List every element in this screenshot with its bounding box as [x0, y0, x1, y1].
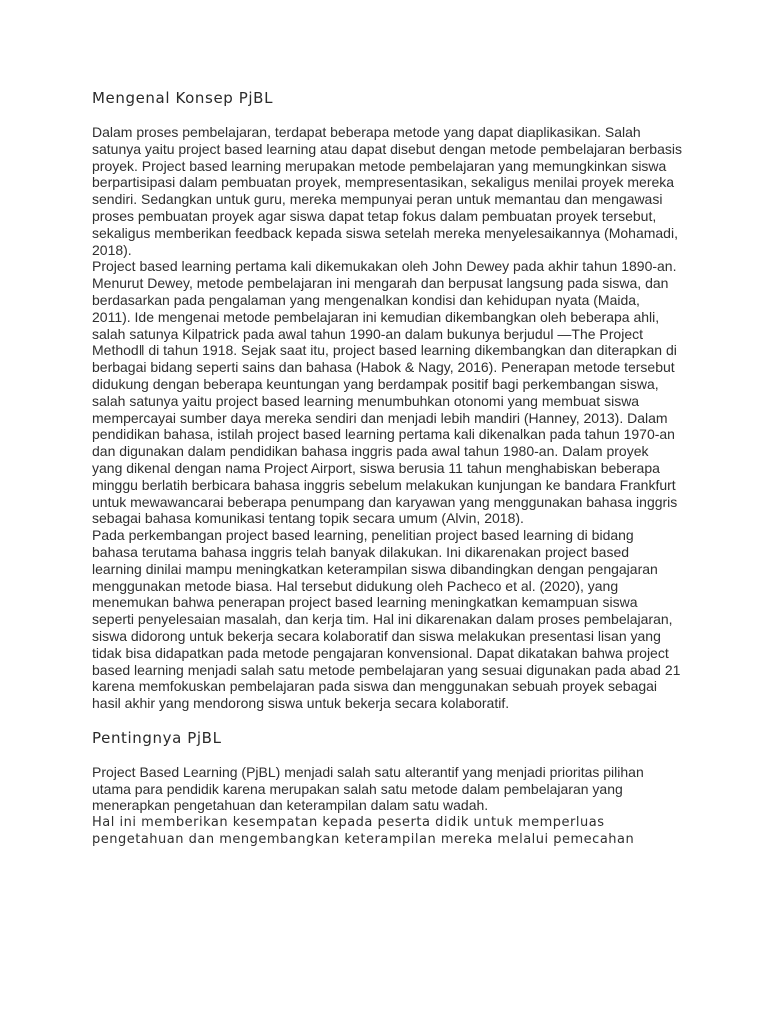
section-heading: Pentingnya PjBL [92, 728, 222, 747]
paragraph: Dalam proses pembelajaran, terdapat beberapa metode yang dapat diaplikasikan. Salah satunya yaitu project based learning atau dapat disebut dengan metode pembelajaran berbasis proyek. Project based learning merupakan metode pembelajaran yang memungkinkan siswa berpartisipasi dalam pembuatan proyek, mempresentasikan, sekaligus menilai proyek mereka sendiri. Sedangkan untuk guru, mereka mempunyai peran untuk memantau dan mengawasi proses pembuatan proyek agar siswa dapat tetap fokus dalam pembuatan proyek tersebut, sekaligus memberikan feedback kepada siswa setelah mereka menyelesaikannya (Mohamadi, 2018). [92, 124, 682, 258]
section-heading: Mengenal Konsep PjBL [92, 89, 274, 107]
paragraph: Project based learning pertama kali dikemukakan oleh John Dewey pada akhir tahun 1890-an. Menurut Dewey, metode pembelajaran ini mengarah dan berpusat langsung pada siswa, dan berdasarkan pada pengalaman yang mengenalkan kondisi dan kehidupan nyata (Maida, 2011). Ide mengenai metode pembelajaran ini kemudian dikembangkan oleh beberapa ahli, salah satunya Kilpatrick pada awal tahun 1990-an dalam bukunya berjudul ―The Project Method‖ di tahun 1918. Sejak saat itu, project based learning dikembangkan dan diterapkan di berbagai bidang seperti sains dan bahasa (Habok & Nagy, 2016). Penerapan metode tersebut didukung dengan beberapa keuntungan yang berdampak positif bagi perkembangan siswa, salah satunya yaitu project based learning menumbuhkan otonomi yang membuat siswa mempercayai sumber daya mereka sendiri dan menjadi lebih mandiri (Hanney, 2013). Dalam pendidikan bahasa, istilah project based learning pertama kali dikenalkan pada tahun 1970-an dan digunakan dalam pendidikan bahasa inggris pada awal tahun 1980-an. Dalam proyek yang dikenal dengan nama Project Airport, siswa berusia 11 tahun menghabiskan beberapa minggu berlatih berbicara bahasa inggris sebelum melakukan kunjungan ke bandara Frankfurt untuk mewawancarai beberapa penumpang dan karyawan yang menggunakan bahasa inggris sebagai bahasa komunikasi tentang topik secara umum (Alvin, 2018). [92, 258, 678, 527]
section-pentingnya [92, 726, 682, 848]
paragraph: Project Based Learning (PjBL) menjadi salah satu alterantif yang menjadi prioritas pilihan utama para pendidik karena merupakan salah satu metode dalam pembelajaran yang menerapkan pengetahuan dan keterampilan dalam satu wadah. [92, 763, 644, 814]
document-page [92, 86, 682, 848]
paragraph: Hal ini memberikan kesempatan kepada peserta didik untuk memperluas pengetahuan dan mengembangkan keterampilan mereka melalui pemecahan [92, 815, 635, 848]
section-mengenal-konsep [92, 86, 682, 712]
paragraph: Pada perkembangan project based learning, penelitian project based learning di bidang bahasa terutama bahasa inggris telah banyak dilakukan. Ini dikarenakan project based learning dinilai mampu meningkatkan keterampilan siswa dibandingkan dengan pengajaran menggunakan metode biasa. Hal tersebut didukung oleh Pacheco et al. (2020), yang menemukan bahwa penerapan project based learning meningkatkan kemampuan siswa seperti penyelesaian masalah, dan kerja tim. Hal ini dikarenakan dalam proses pembelajaran, siswa didorong untuk bekerja secara kolaboratif dan siswa melakukan presentasi lisan yang tidak bisa didapatkan pada metode pengajaran konvensional. Dapat dikatakan bahwa project based learning menjadi salah satu metode pembelajaran yang sesuai digunakan pada abad 21 karena memfokuskan pembelajaran pada siswa dan menggunakan sebuah proyek sebagai hasil akhir yang mendorong siswa untuk bekerja secara kolaboratif. [92, 527, 681, 712]
